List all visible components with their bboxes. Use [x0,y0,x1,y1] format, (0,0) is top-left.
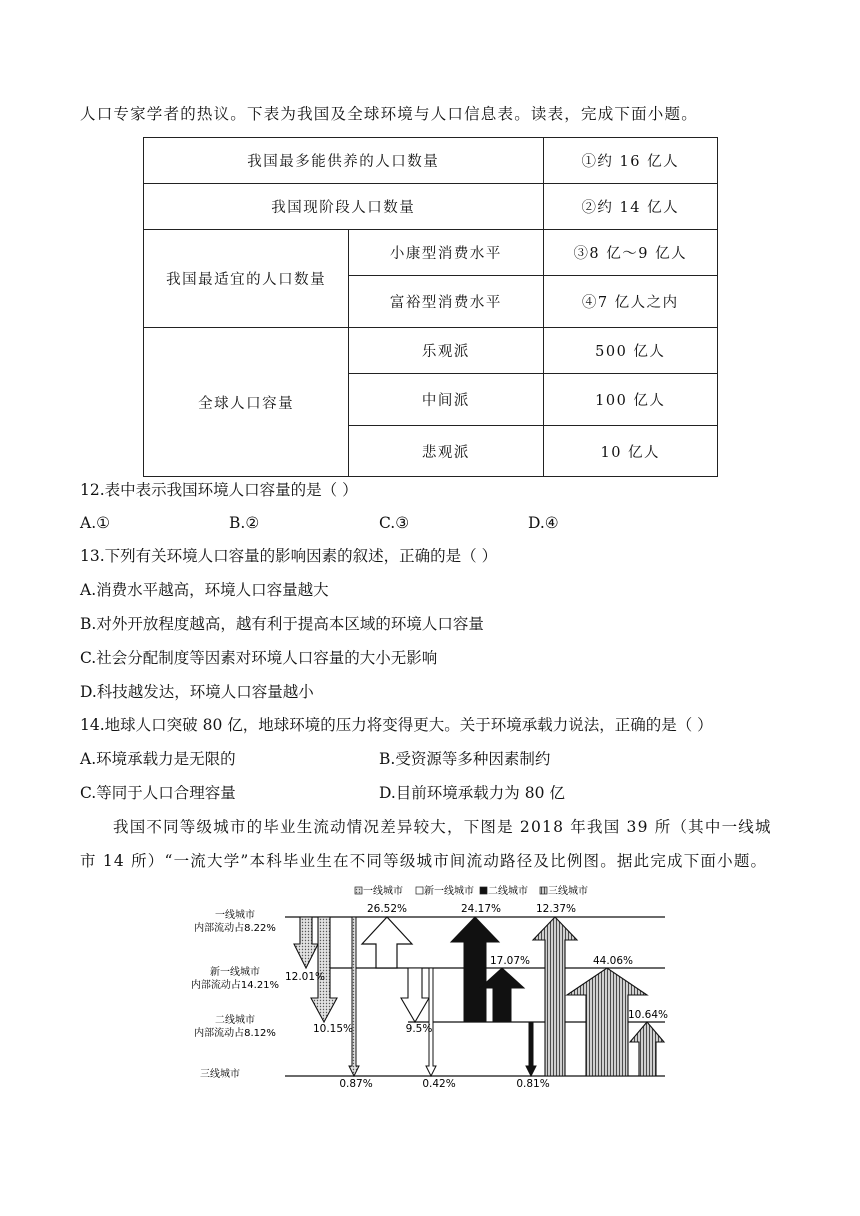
q14-option-c: C.等同于人口合理容量 [80,784,236,802]
table-cell: ②约 14 亿人 [543,184,717,230]
table-cell: 乐观派 [349,328,543,374]
label-t1-to-t2: 10.15% [312,1023,354,1035]
q12-stem: 12.表中表示我国环境人口容量的是（ ） [80,481,358,499]
arrow-t2-to-t1 [451,917,499,1022]
legend-swatch-tier1 [355,887,362,894]
label-t3-to-new1: 44.06% [592,955,634,967]
table-cell: ④7 亿人之内 [543,276,717,328]
table-cell: 500 亿人 [543,328,717,374]
q13-option-a: A.消费水平越高，环境人口容量越大 [80,581,329,599]
q13-option-b: B.对外开放程度越高，越有利于提高本区域的环境人口容量 [80,615,484,633]
arrow-t3-to-t2 [630,1022,664,1076]
row-label-tier1-internal: 内部流动占8.22% [194,923,276,934]
table-cell: 中间派 [349,374,543,426]
legend-swatch-tier2 [480,887,487,894]
legend [355,884,588,897]
legend-tier3: 三线城市 [548,886,588,897]
legend-tier1: 一线城市 [363,886,403,897]
arrow-new1-to-t2 [401,968,429,1022]
intro-line: 人口专家学者的热议。下表为我国及全球环境与人口信息表。读表，完成下面小题。 [80,105,698,123]
label-t3-to-t2: 10.64% [627,1009,669,1021]
arrow-t2-to-new1 [480,968,524,1022]
label-t1-to-t3: 0.87% [339,1078,373,1090]
label-t3-to-t1: 12.37% [535,903,577,915]
para-line-2: 市 14 所）“一流大学”本科毕业生在不同等级城市间流动路径及比例图。据此完成下面小题。 [80,852,768,870]
label-new1-to-t3: 0.42% [422,1078,456,1090]
legend-swatch-tier3 [540,887,547,894]
arrow-t3-to-t1 [533,917,577,1076]
table-cell: 悲观派 [349,426,543,477]
row-label-tier2-internal: 内部流动占8.12% [194,1028,276,1039]
q12-option-a: A.① [80,514,111,532]
table-cell: 我国最适宜的人口数量 [144,230,349,328]
arrow-t1-to-new1 [294,917,318,968]
legend-swatch-newtier1 [416,887,423,894]
q12-option-c: C.③ [379,514,410,532]
legend-newtier1: 新一线城市 [424,886,474,897]
legend-tier2: 二线城市 [488,886,528,897]
table-cell: 富裕型消费水平 [349,276,543,328]
label-t2-to-t1: 24.17% [460,903,502,915]
label-t2-to-new1: 17.07% [489,955,531,967]
row-label-tier2: 二线城市 [215,1015,255,1026]
row-label-newtier1-internal: 内部流动占14.21% [190,980,280,991]
q13-option-d: D.科技越发达，环境人口容量越小 [80,683,314,701]
para-line-1: 我国不同等级城市的毕业生流动情况差异较大，下图是 2018 年我国 39 所（其中一线城 [113,818,772,836]
q14-option-d: D.目前环境承载力为 80 亿 [379,784,565,802]
arrow-new1-to-t1 [362,917,412,968]
q13-stem: 13.下列有关环境人口容量的影响因素的叙述，正确的是（ ） [80,547,498,565]
q13-option-c: C.社会分配制度等因素对环境人口容量的大小无影响 [80,649,438,667]
arrow-t2-to-t3 [526,1022,536,1076]
environment-population-table [143,137,718,477]
row-label-tier1: 一线城市 [215,910,255,921]
migration-flow-figure [190,882,680,1092]
table-cell: 全球人口容量 [144,328,349,477]
label-new1-to-t1: 26.52% [366,903,408,915]
arrow-t1-to-t2 [311,917,337,1022]
table-cell: 10 亿人 [543,426,717,477]
table-cell: 小康型消费水平 [349,230,543,276]
table-cell: ③8 亿～9 亿人 [543,230,717,276]
label-new1-to-t2: 9.5% [405,1023,433,1035]
q12-option-d: D.④ [528,514,559,532]
q14-option-b: B.受资源等多种因素制约 [379,750,551,768]
q12-option-b: B.② [229,514,260,532]
q14-stem: 14.地球人口突破 80 亿，地球环境的压力将变得更大。关于环境承载力说法，正确的是（ ） [80,716,713,734]
q14-option-a: A.环境承载力是无限的 [80,750,236,768]
label-t1-to-new1: 12.01% [284,971,326,983]
arrow-t1-to-t3 [349,917,359,1076]
table-cell: 我国最多能供养的人口数量 [144,138,544,184]
row-label-newtier1: 新一线城市 [210,967,260,978]
table-cell: ①约 16 亿人 [543,138,717,184]
label-t2-to-t3: 0.81% [516,1078,550,1090]
row-label-tier3: 三线城市 [200,1069,240,1080]
table-cell: 我国现阶段人口数量 [144,184,544,230]
table-cell: 100 亿人 [543,374,717,426]
